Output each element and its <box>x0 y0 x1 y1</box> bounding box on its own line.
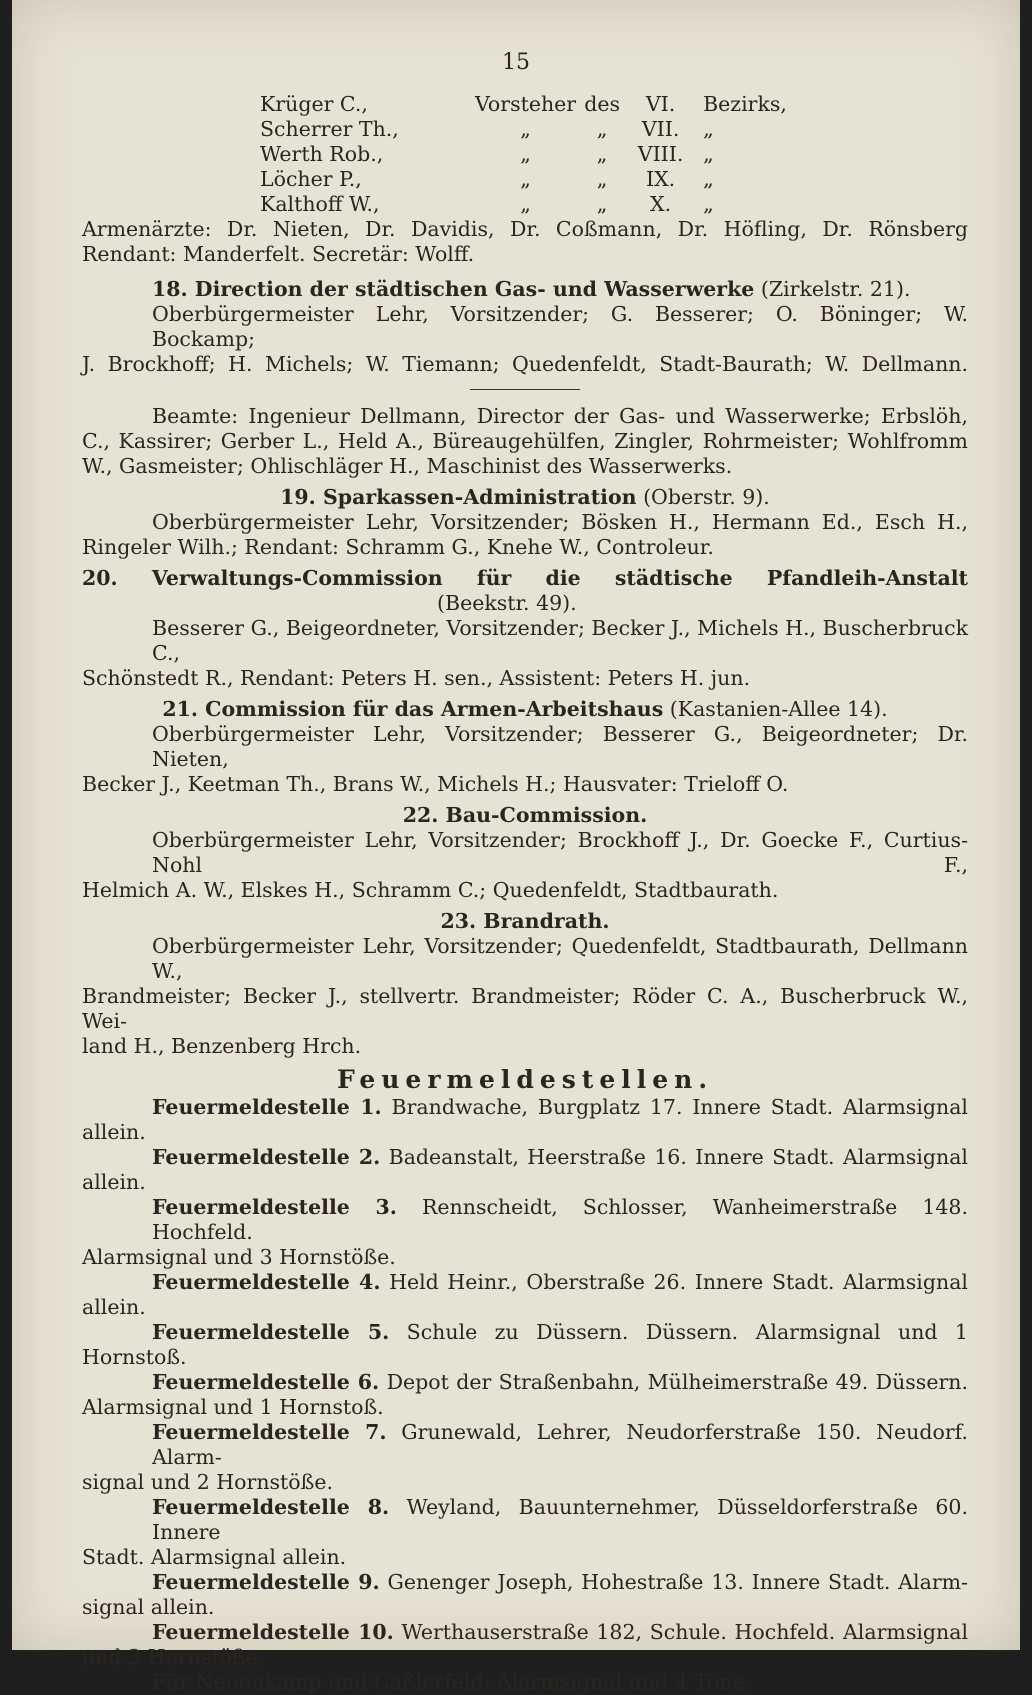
feuermeldestelle-continuation: und 3 Hornstöße. <box>82 1645 265 1669</box>
section-20-title: 20. Verwaltungs-Commission für die städtische Pfandleih-Anstalt <box>82 566 968 590</box>
section-22-heading <box>82 803 968 828</box>
feuermeldestelle-line <box>82 1495 968 1545</box>
officer-name: Krüger C., <box>260 92 368 116</box>
feuermeldestelle-text: Held Heinr., Oberstraße 26. Innere Stadt. Alarmsignal <box>389 1270 968 1294</box>
section-20-line: Besserer G., Beigeordneter, Vorsitzender; Becker J., Michels H., Buscherbruck C., <box>152 616 968 665</box>
feuermeldestelle-continuation: Stadt. Alarmsignal allein. <box>82 1545 347 1569</box>
officer-district-number: IX. <box>645 167 676 191</box>
section-23-line: Brandmeister; Becker J., stellvertr. Brandmeister; Röder C. A., Buscherbruck W., Wei- <box>82 984 968 1033</box>
section-19-address: (Oberstr. 9). <box>636 485 770 509</box>
officer-of: „ <box>596 192 608 216</box>
beamte-line: C., Kassirer; Gerber L., Held A., Büreaugehülfen, Zingler, Rohrmeister; Wohlfromm <box>82 429 968 453</box>
section-21-heading <box>82 697 968 722</box>
feuermeldestelle-entry <box>82 1145 968 1195</box>
section-20-line: Schönstedt R., Rendant: Peters H. sen., Assistent: Peters H. jun. <box>82 666 751 690</box>
feuermeldestelle-label: Feuermeldestelle 1. <box>152 1095 382 1119</box>
feuermeldestelle-continuation: allein. <box>82 1295 146 1319</box>
officer-role: „ <box>520 142 531 166</box>
section-21-address: (Kastanien-Allee 14). <box>663 697 888 721</box>
feuermeldestelle-line <box>82 1095 968 1120</box>
officer-name: Werth Rob., <box>260 142 384 166</box>
officer-district: „ <box>703 142 714 166</box>
officer-name: Löcher P., <box>260 167 362 191</box>
feuermeldestelle-entry <box>82 1495 968 1570</box>
feuermeldestelle-entry <box>82 1570 968 1620</box>
feuermeldestelle-entry <box>82 1195 968 1270</box>
section-23-line: Oberbürgermeister Lehr, Vorsitzender; Quedenfeldt, Stadtbaurath, Dellmann W., <box>152 934 968 983</box>
feuermeldestelle-label: Feuermeldestelle 4. <box>152 1270 381 1294</box>
officer-of: „ <box>596 142 608 166</box>
officer-district: „ <box>703 117 714 141</box>
section-divider <box>470 389 580 390</box>
feuermeldestelle-line <box>82 1620 968 1645</box>
feuermeldestelle-continuation: Alarmsignal und 1 Hornstoß. <box>82 1395 384 1419</box>
feuermeldestelle-label: Feuermeldestelle 8. <box>152 1495 390 1519</box>
feuermeldestelle-label: Feuermeldestelle 9. <box>152 1570 380 1594</box>
feuermeldestelle-label: Feuermeldestelle 7. <box>152 1420 387 1444</box>
feuermeldestelle-continuation: allein. <box>82 1170 146 1194</box>
feuermeldestellen-title: Feuermeldestellen. <box>336 1065 714 1094</box>
section-21-title: 21. Commission für das Armen-Arbeitshaus <box>162 697 664 721</box>
feuermeldestelle-label: Feuermeldestelle 5. <box>152 1320 390 1344</box>
feuermeldestelle-line <box>82 1145 968 1170</box>
section-19-title: 19. Sparkassen-Administration <box>280 485 637 509</box>
feuermeldestelle-entry <box>82 1320 968 1370</box>
feuermeldestelle-continuation: Alarmsignal und 3 Hornstöße. <box>82 1245 396 1269</box>
section-19-line: Ringeler Wilh.; Rendant: Schramm G., Knehe W., Controleur. <box>82 535 714 559</box>
section-21-line: Oberbürgermeister Lehr, Vorsitzender; Besserer G., Beigeordneter; Dr. Nieten, <box>152 722 968 771</box>
feuermeldestellen-list <box>82 1095 968 1670</box>
feuermeldestelle-continuation: allein. <box>82 1120 146 1144</box>
section-23-title: 23. Brandrath. <box>440 909 610 933</box>
feuermeldestelle-line <box>82 1195 968 1245</box>
feuermeldestelle-line <box>82 1370 968 1395</box>
officer-district: „ <box>703 192 714 216</box>
officer-role: Vorsteher <box>475 92 577 116</box>
page-number: 15 <box>502 50 530 75</box>
feuermeldestelle-label: Feuermeldestelle 3. <box>152 1195 397 1219</box>
feuermeldestelle-entry <box>82 1420 968 1495</box>
book-page <box>12 0 1020 1694</box>
beamte-line: W., Gasmeister; Ohlischläger H., Maschinist des Wasserwerks. <box>82 454 733 478</box>
feuermeldestelle-text: Rennscheidt, Schlosser, Wanheimerstraße 148. Hochfeld. <box>152 1195 968 1244</box>
section-18-heading <box>82 277 968 302</box>
officer-of: „ <box>596 117 608 141</box>
officer-district-number: VII. <box>641 117 680 141</box>
beamte-line: Beamte: Ingenieur Dellmann, Director der Gas- und Wasserwerke; Erbslöh, <box>152 404 968 428</box>
feuermeldestelle-continuation: Hornstoß. <box>82 1345 187 1369</box>
feuermeldestelle-entry <box>82 1095 968 1145</box>
officer-row <box>260 117 787 142</box>
feuermeldestelle-text: Genenger Joseph, Hohestraße 13. Innere Stadt. Alarm- <box>387 1570 968 1594</box>
section-20-address: (Beekstr. 49). <box>437 591 577 615</box>
officer-district-number: VIII. <box>637 142 684 166</box>
section-23-heading <box>82 909 968 934</box>
officer-district: „ <box>703 167 714 191</box>
armenaerzte-line: Armenärzte: Dr. Nieten, Dr. Davidis, Dr. Coßmann, Dr. Höfling, Dr. Rönsberg <box>82 217 968 241</box>
section-18-address: (Zirkelstr. 21). <box>754 277 911 301</box>
feuermeldestelle-label: Feuermeldestelle 10. <box>152 1620 394 1644</box>
feuermeldestelle-line <box>82 1420 968 1470</box>
district-officers-table <box>260 92 787 217</box>
section-21-line: Becker J., Keetman Th., Brans W., Michels H.; Hausvater: Trieloff O. <box>82 772 789 796</box>
feuermeldestelle-text: Badeanstalt, Heerstraße 16. Innere Stadt. Alarmsignal <box>388 1145 968 1169</box>
feuermeldestelle-line <box>82 1570 968 1595</box>
section-18-title: 18. Direction der städtischen Gas- und Wasserwerke <box>152 277 755 301</box>
section-20-heading <box>82 566 968 591</box>
officer-role: „ <box>520 167 531 191</box>
officer-district-number: VI. <box>645 92 676 116</box>
feuermeldestellen-footer: Für Neuenkamp und Caßlerfeld: Alarmsignal und 4 Töne. <box>152 1670 752 1694</box>
feuermeldestelle-text: Depot der Straßenbahn, Mülheimerstraße 49. Düssern. <box>386 1370 968 1394</box>
section-18-line: J. Brockhoff; H. Michels; W. Tiemann; Quedenfeldt, Stadt-Baurath; W. Dellmann. <box>82 352 968 376</box>
feuermeldestelle-text: Schule zu Düssern. Düssern. Alarmsignal und 1 <box>406 1320 968 1344</box>
feuermeldestelle-entry <box>82 1270 968 1320</box>
officer-district: Bezirks, <box>703 92 787 116</box>
feuermeldestelle-continuation: signal allein. <box>82 1595 215 1619</box>
feuermeldestelle-text: Werthauserstraße 182, Schule. Hochfeld. Alarmsignal <box>401 1620 968 1644</box>
section-23-line: land H., Benzenberg Hrch. <box>82 1034 362 1058</box>
officer-role: „ <box>520 192 531 216</box>
officer-row <box>260 142 787 167</box>
feuermeldestelle-line <box>82 1270 968 1295</box>
officer-row <box>260 92 787 117</box>
rendant-line: Rendant: Manderfelt. Secretär: Wolff. <box>82 242 475 266</box>
feuermeldestelle-text: Brandwache, Burgplatz 17. Innere Stadt. Alarmsignal <box>391 1095 968 1119</box>
section-22-line: Oberbürgermeister Lehr, Vorsitzender; Brockhoff J., Dr. Goecke F., Curtius-Nohl F., <box>152 828 968 877</box>
officer-district-number: X. <box>650 192 672 216</box>
feuermeldestelle-entry <box>82 1620 968 1670</box>
section-19-line: Oberbürgermeister Lehr, Vorsitzender; Bösken H., Hermann Ed., Esch H., <box>152 510 968 534</box>
officer-name: Kalthoff W., <box>260 192 380 216</box>
officer-of: des <box>584 92 620 116</box>
officer-role: „ <box>520 117 531 141</box>
feuermeldestelle-continuation: signal und 2 Hornstöße. <box>82 1470 333 1494</box>
page-body <box>82 92 968 1695</box>
feuermeldestelle-entry <box>82 1370 968 1420</box>
feuermeldestelle-line <box>82 1320 968 1345</box>
section-18-line: Oberbürgermeister Lehr, Vorsitzender; G. Besserer; O. Böninger; W. Bockamp; <box>152 302 968 351</box>
feuermeldestelle-label: Feuermeldestelle 6. <box>152 1370 380 1394</box>
section-22-line: Helmich A. W., Elskes H., Schramm C.; Quedenfeldt, Stadtbaurath. <box>82 878 779 902</box>
feuermeldestelle-label: Feuermeldestelle 2. <box>152 1145 381 1169</box>
officer-of: „ <box>596 167 608 191</box>
feuermeldestelle-text: Grunewald, Lehrer, Neudorferstraße 150. Neudorf. Alarm- <box>152 1420 968 1469</box>
section-22-title: 22. Bau-Commission. <box>402 803 648 827</box>
officer-row <box>260 192 787 217</box>
officer-row <box>260 167 787 192</box>
section-19-heading <box>82 485 968 510</box>
feuermeldestelle-text: Weyland, Bauunternehmer, Düsseldorferstraße 60. Innere <box>152 1495 968 1544</box>
officer-name: Scherrer Th., <box>260 117 399 141</box>
